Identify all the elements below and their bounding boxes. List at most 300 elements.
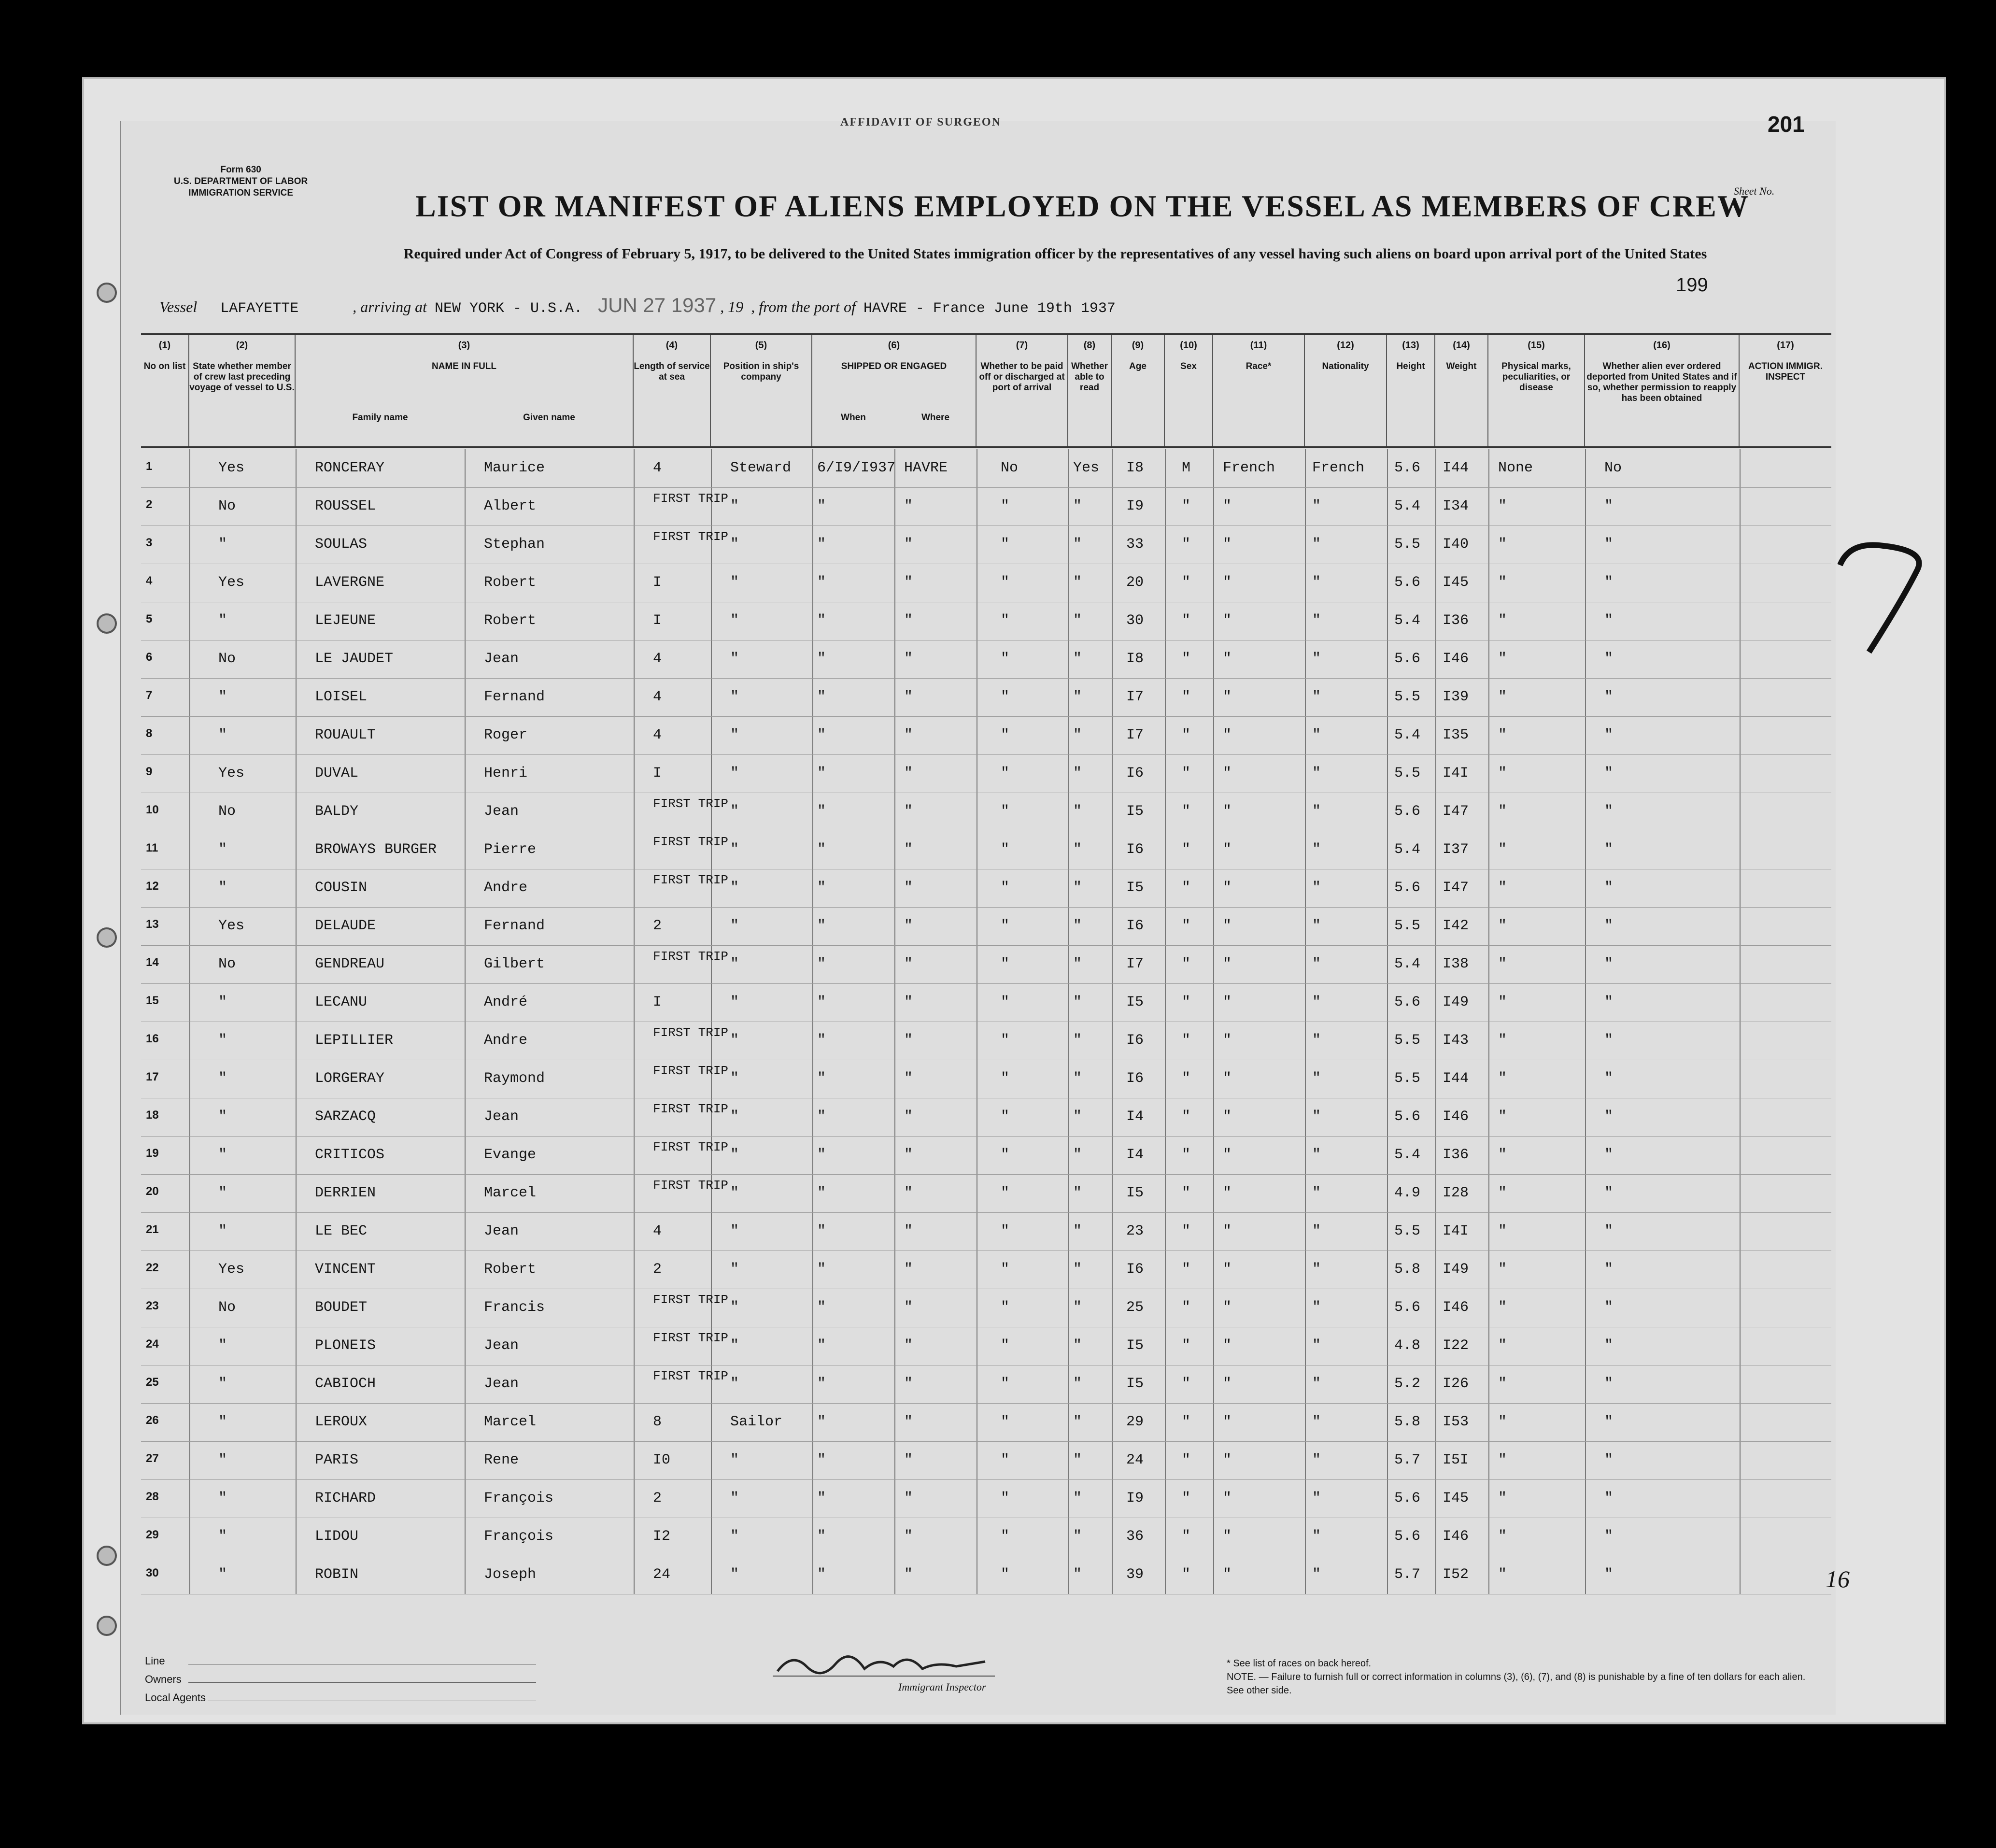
sheet-number-label: Sheet No. xyxy=(1734,185,1775,197)
cell-physical-marks: " xyxy=(1498,536,1507,553)
col-header-name: (3) NAME IN FULL Family name Given name xyxy=(296,335,634,446)
cell-sex: " xyxy=(1182,574,1191,591)
cell-shipped-where: " xyxy=(904,994,913,1010)
cell-length-of-service: 4 xyxy=(653,1223,662,1239)
cell-weight: I36 xyxy=(1443,1147,1469,1163)
cell-row-number: 27 xyxy=(146,1452,159,1465)
cell-family-name: BALDY xyxy=(315,803,359,820)
table-row xyxy=(141,1022,1831,1060)
cell-height: 5.4 xyxy=(1394,727,1421,743)
cell-row-number: 2 xyxy=(146,498,153,511)
cell-shipped-when: " xyxy=(817,1223,826,1239)
cell-nationality: " xyxy=(1312,1032,1321,1049)
local-agents-label: Local Agents xyxy=(145,1692,206,1704)
cell-nationality: " xyxy=(1312,1223,1321,1239)
cell-shipped-where: " xyxy=(904,1376,913,1392)
cell-physical-marks: " xyxy=(1498,1109,1507,1125)
cell-given-name: Jean xyxy=(484,1109,519,1125)
cell-shipped-where: " xyxy=(904,1414,913,1430)
cell-row-number: 4 xyxy=(146,574,153,587)
cell-race: " xyxy=(1223,880,1232,896)
cell-age: 33 xyxy=(1126,536,1144,553)
cell-race: " xyxy=(1223,841,1232,858)
cell-sex: " xyxy=(1182,803,1191,820)
cell-race: " xyxy=(1223,1185,1232,1201)
cell-shipped-when: " xyxy=(817,612,826,629)
cell-given-name: Jean xyxy=(484,1223,519,1239)
table-row xyxy=(141,907,1831,946)
cell-family-name: ROBIN xyxy=(315,1566,359,1583)
cell-prev-voyage: " xyxy=(218,536,227,553)
cell-physical-marks: " xyxy=(1498,803,1507,820)
cell-physical-marks: " xyxy=(1498,1337,1507,1354)
col-header-given-name: Given name xyxy=(523,412,575,423)
cell-row-number: 3 xyxy=(146,536,153,549)
table-row xyxy=(141,1556,1831,1594)
cell-row-number: 6 xyxy=(146,651,153,664)
cell-family-name: SARZACQ xyxy=(315,1109,376,1125)
cell-shipped-where: " xyxy=(904,1261,913,1278)
cell-able-to-read: " xyxy=(1073,1414,1082,1430)
cell-row-number: 5 xyxy=(146,612,153,625)
cell-age: I7 xyxy=(1126,689,1144,705)
col-header-read: (8) Whether able to read xyxy=(1068,335,1112,446)
cell-given-name: Fernand xyxy=(484,918,545,934)
cell-shipped-when: " xyxy=(817,727,826,743)
table-row xyxy=(141,1365,1831,1404)
col-header-age: (9) Age xyxy=(1112,335,1165,446)
cell-deported: " xyxy=(1604,1109,1614,1125)
cell-family-name: RICHARD xyxy=(315,1490,376,1507)
cell-sex: " xyxy=(1182,498,1191,514)
cell-shipped-when: " xyxy=(817,1032,826,1049)
cell-weight: I39 xyxy=(1443,689,1469,705)
cell-sex: " xyxy=(1182,1337,1191,1354)
cell-sex: " xyxy=(1182,1185,1191,1201)
cell-given-name: Robert xyxy=(484,574,537,591)
cell-height: 5.6 xyxy=(1394,994,1421,1010)
cell-length-of-service: 4 xyxy=(653,689,662,705)
cell-given-name: Henri xyxy=(484,765,528,782)
cell-position: " xyxy=(730,1337,739,1354)
report-number: 199 xyxy=(1676,274,1708,296)
cell-sex: " xyxy=(1182,1376,1191,1392)
cell-row-number: 24 xyxy=(146,1337,159,1350)
cell-sex: " xyxy=(1182,1109,1191,1125)
cell-position: " xyxy=(730,956,739,972)
page-number: 201 xyxy=(1768,112,1805,137)
cell-shipped-where: " xyxy=(904,536,913,553)
cell-race: " xyxy=(1223,1261,1232,1278)
cell-position: " xyxy=(730,498,739,514)
cell-nationality: " xyxy=(1312,498,1321,514)
cell-deported: No xyxy=(1604,460,1622,476)
cell-weight: I46 xyxy=(1443,651,1469,667)
cell-able-to-read: " xyxy=(1073,1528,1082,1545)
cell-nationality: " xyxy=(1312,765,1321,782)
cell-deported: " xyxy=(1604,880,1614,896)
cell-race: " xyxy=(1223,1070,1232,1087)
cell-able-to-read: " xyxy=(1073,1185,1082,1201)
cell-able-to-read: " xyxy=(1073,536,1082,553)
cell-physical-marks: " xyxy=(1498,1566,1507,1583)
cell-position: " xyxy=(730,574,739,591)
cell-race: " xyxy=(1223,1147,1232,1163)
cell-sex: " xyxy=(1182,689,1191,705)
cell-age: I6 xyxy=(1126,841,1144,858)
cell-age: 36 xyxy=(1126,1528,1144,1545)
cell-paid-off: " xyxy=(1001,1452,1010,1468)
cell-height: 4.8 xyxy=(1394,1337,1421,1354)
cell-race: " xyxy=(1223,1299,1232,1316)
col-header-weight: (14) Weight xyxy=(1435,335,1488,446)
table-row xyxy=(141,983,1831,1022)
cell-physical-marks: " xyxy=(1498,1185,1507,1201)
cell-shipped-where: " xyxy=(904,765,913,782)
cell-position: " xyxy=(730,841,739,858)
cell-nationality: " xyxy=(1312,1566,1321,1583)
cell-length-of-service: FIRST TRIP xyxy=(653,1025,729,1040)
cell-age: 25 xyxy=(1126,1299,1144,1316)
cell-able-to-read: " xyxy=(1073,841,1082,858)
table-row xyxy=(141,1060,1831,1098)
cell-race: " xyxy=(1223,1032,1232,1049)
cell-physical-marks: " xyxy=(1498,956,1507,972)
table-row xyxy=(141,869,1831,908)
cell-position: " xyxy=(730,765,739,782)
punch-hole xyxy=(97,1546,117,1566)
cell-family-name: DERRIEN xyxy=(315,1185,376,1201)
cell-race: " xyxy=(1223,727,1232,743)
cell-race: " xyxy=(1223,1452,1232,1468)
cell-prev-voyage: No xyxy=(218,498,236,514)
cell-length-of-service: I0 xyxy=(653,1452,671,1468)
cell-paid-off: " xyxy=(1001,727,1010,743)
table-row xyxy=(141,564,1831,602)
cell-shipped-where: " xyxy=(904,1490,913,1507)
cell-given-name: Francis xyxy=(484,1299,545,1316)
cell-length-of-service: I xyxy=(653,765,662,782)
cell-family-name: BOUDET xyxy=(315,1299,368,1316)
cell-nationality: " xyxy=(1312,1070,1321,1087)
cell-shipped-when: " xyxy=(817,1414,826,1430)
cell-position: " xyxy=(730,1261,739,1278)
cell-weight: I52 xyxy=(1443,1566,1469,1583)
cell-weight: I49 xyxy=(1443,1261,1469,1278)
cell-physical-marks: " xyxy=(1498,651,1507,667)
cell-position: " xyxy=(730,918,739,934)
cell-height: 4.9 xyxy=(1394,1185,1421,1201)
punch-hole xyxy=(97,1616,117,1636)
table-row xyxy=(141,1136,1831,1175)
cell-position: " xyxy=(730,1452,739,1468)
cell-weight: I44 xyxy=(1443,460,1469,476)
cell-weight: I37 xyxy=(1443,841,1469,858)
cell-race: " xyxy=(1223,918,1232,934)
cell-shipped-when: " xyxy=(817,994,826,1010)
cell-able-to-read: " xyxy=(1073,498,1082,514)
cell-age: I4 xyxy=(1126,1147,1144,1163)
cell-physical-marks: None xyxy=(1498,460,1533,476)
cell-able-to-read: " xyxy=(1073,574,1082,591)
cell-height: 5.7 xyxy=(1394,1452,1421,1468)
cell-deported: " xyxy=(1604,994,1614,1010)
cell-age: I6 xyxy=(1126,1032,1144,1049)
cell-height: 5.6 xyxy=(1394,574,1421,591)
cell-weight: I43 xyxy=(1443,1032,1469,1049)
cell-paid-off: " xyxy=(1001,1032,1010,1049)
cell-physical-marks: " xyxy=(1498,1299,1507,1316)
cell-given-name: Maurice xyxy=(484,460,545,476)
cell-given-name: Andre xyxy=(484,1032,528,1049)
cell-age: I5 xyxy=(1126,880,1144,896)
cell-length-of-service: FIRST TRIP xyxy=(653,873,729,887)
cell-family-name: ROUAULT xyxy=(315,727,376,743)
cell-age: I7 xyxy=(1126,956,1144,972)
cell-shipped-where: HAVRE xyxy=(904,460,948,476)
cell-length-of-service: I2 xyxy=(653,1528,671,1545)
cell-prev-voyage: No xyxy=(218,651,236,667)
cell-sex: " xyxy=(1182,956,1191,972)
cell-sex: " xyxy=(1182,1299,1191,1316)
cell-family-name: SOULAS xyxy=(315,536,368,553)
col-header-race: (11) Race* xyxy=(1213,335,1305,446)
cell-length-of-service: FIRST TRIP xyxy=(653,1331,729,1345)
cell-shipped-where: " xyxy=(904,1185,913,1201)
cell-physical-marks: " xyxy=(1498,727,1507,743)
vessel-name: LAFAYETTE xyxy=(220,300,299,317)
cell-nationality: " xyxy=(1312,689,1321,705)
table-row xyxy=(141,1479,1831,1518)
cell-deported: " xyxy=(1604,1414,1614,1430)
cell-nationality: " xyxy=(1312,727,1321,743)
table-row xyxy=(141,1327,1831,1365)
surgeon-header: AFFIDAVIT OF SURGEON xyxy=(840,116,1001,128)
cell-nationality: " xyxy=(1312,612,1321,629)
cell-given-name: Pierre xyxy=(484,841,537,858)
cell-able-to-read: " xyxy=(1073,880,1082,896)
cell-age: I5 xyxy=(1126,1337,1144,1354)
cell-shipped-when: " xyxy=(817,765,826,782)
cell-height: 5.4 xyxy=(1394,612,1421,629)
arrival-port: NEW YORK - U.S.A. xyxy=(435,300,583,317)
cell-shipped-when: " xyxy=(817,1376,826,1392)
cell-row-number: 17 xyxy=(146,1070,159,1083)
cell-shipped-when: " xyxy=(817,689,826,705)
cell-age: 20 xyxy=(1126,574,1144,591)
cell-deported: " xyxy=(1604,612,1614,629)
cell-weight: I28 xyxy=(1443,1185,1469,1201)
cell-given-name: Evange xyxy=(484,1147,537,1163)
cell-shipped-where: " xyxy=(904,1032,913,1049)
cell-family-name: RONCERAY xyxy=(315,460,385,476)
margin-total: 16 xyxy=(1826,1565,1850,1592)
cell-position: " xyxy=(730,1185,739,1201)
cell-prev-voyage: " xyxy=(218,880,227,896)
cell-prev-voyage: Yes xyxy=(218,460,245,476)
cell-length-of-service: 2 xyxy=(653,1490,662,1507)
cell-able-to-read: " xyxy=(1073,918,1082,934)
cell-height: 5.6 xyxy=(1394,1299,1421,1316)
punch-hole xyxy=(97,613,117,634)
cell-sex: " xyxy=(1182,1223,1191,1239)
cell-paid-off: " xyxy=(1001,689,1010,705)
cell-able-to-read: " xyxy=(1073,1070,1082,1087)
cell-shipped-when: " xyxy=(817,1299,826,1316)
cell-height: 5.6 xyxy=(1394,651,1421,667)
cell-length-of-service: 2 xyxy=(653,918,662,934)
cell-nationality: " xyxy=(1312,918,1321,934)
page-subtitle: Required under Act of Congress of February 5, 1917, to be delivered to the United States immigration officer by the representatives of any vessel having such aliens on board upon arrival port of the United States xyxy=(403,246,1707,262)
cell-position: " xyxy=(730,1566,739,1583)
cell-given-name: Raymond xyxy=(484,1070,545,1087)
cell-sex: " xyxy=(1182,1490,1191,1507)
cell-sex: " xyxy=(1182,1414,1191,1430)
cell-position: " xyxy=(730,612,739,629)
cell-shipped-where: " xyxy=(904,1223,913,1239)
cell-shipped-where: " xyxy=(904,689,913,705)
cell-prev-voyage: Yes xyxy=(218,765,245,782)
cell-shipped-when: " xyxy=(817,803,826,820)
cell-deported: " xyxy=(1604,1490,1614,1507)
owners-label: Owners xyxy=(145,1673,182,1685)
col-header-prev-voyage: (2) State whether member of crew last preceding voyage of vessel to U.S. xyxy=(189,335,296,446)
cell-position: " xyxy=(730,803,739,820)
cell-race: " xyxy=(1223,1414,1232,1430)
cell-shipped-when: " xyxy=(817,1566,826,1583)
table-row xyxy=(141,1518,1831,1556)
cell-nationality: " xyxy=(1312,956,1321,972)
cell-able-to-read: " xyxy=(1073,765,1082,782)
cell-given-name: François xyxy=(484,1490,554,1507)
cell-age: 24 xyxy=(1126,1452,1144,1468)
from-label: , from the port of xyxy=(751,298,856,315)
cell-position: Steward xyxy=(730,460,792,476)
cell-age: 39 xyxy=(1126,1566,1144,1583)
cell-weight: I38 xyxy=(1443,956,1469,972)
col-header-deported: (16) Whether alien ever ordered deported from United States and if so, whether permission to reapply has been obtained xyxy=(1585,335,1740,446)
cell-shipped-where: " xyxy=(904,1109,913,1125)
cell-race: French xyxy=(1223,460,1275,476)
cell-shipped-where: " xyxy=(904,612,913,629)
cell-position: " xyxy=(730,689,739,705)
cell-prev-voyage: " xyxy=(218,689,227,705)
cell-paid-off: " xyxy=(1001,765,1010,782)
col-header-shipped: (6) SHIPPED OR ENGAGED When Where xyxy=(812,335,977,446)
cell-shipped-when: " xyxy=(817,536,826,553)
cell-able-to-read: " xyxy=(1073,1299,1082,1316)
cell-shipped-where: " xyxy=(904,727,913,743)
cell-position: " xyxy=(730,1299,739,1316)
cell-nationality: " xyxy=(1312,1376,1321,1392)
cell-given-name: Jean xyxy=(484,803,519,820)
table-row xyxy=(141,1251,1831,1289)
cell-family-name: COUSIN xyxy=(315,880,368,896)
cell-prev-voyage: " xyxy=(218,1414,227,1430)
cell-physical-marks: " xyxy=(1498,612,1507,629)
cell-shipped-where: " xyxy=(904,498,913,514)
cell-shipped-where: " xyxy=(904,1070,913,1087)
cell-paid-off: " xyxy=(1001,1337,1010,1354)
cell-height: 5.4 xyxy=(1394,841,1421,858)
cell-prev-voyage: " xyxy=(218,1147,227,1163)
cell-sex: M xyxy=(1182,460,1191,476)
cell-able-to-read: " xyxy=(1073,1223,1082,1239)
col-header-position: (5) Position in ship's company xyxy=(711,335,812,446)
cell-shipped-where: " xyxy=(904,956,913,972)
cell-length-of-service: 8 xyxy=(653,1414,662,1430)
cell-deported: " xyxy=(1604,498,1614,514)
cell-family-name: LIDOU xyxy=(315,1528,359,1545)
cell-family-name: GENDREAU xyxy=(315,956,385,972)
cell-given-name: François xyxy=(484,1528,554,1545)
cell-row-number: 15 xyxy=(146,994,159,1007)
cell-family-name: BROWAYS BURGER xyxy=(315,841,437,858)
cell-prev-voyage: Yes xyxy=(218,574,245,591)
cell-physical-marks: " xyxy=(1498,1376,1507,1392)
cell-age: I5 xyxy=(1126,994,1144,1010)
cell-deported: " xyxy=(1604,1070,1614,1087)
cell-paid-off: " xyxy=(1001,1490,1010,1507)
cell-family-name: CRITICOS xyxy=(315,1147,385,1163)
cell-height: 5.6 xyxy=(1394,460,1421,476)
cell-age: I6 xyxy=(1126,1070,1144,1087)
owners-field xyxy=(188,1682,536,1683)
form-id-line: IMMIGRATION SERVICE xyxy=(188,188,294,198)
cell-family-name: LAVERGNE xyxy=(315,574,385,591)
cell-prev-voyage: No xyxy=(218,1299,236,1316)
cell-deported: " xyxy=(1604,1376,1614,1392)
cell-race: " xyxy=(1223,765,1232,782)
cell-paid-off: " xyxy=(1001,956,1010,972)
cell-deported: " xyxy=(1604,1185,1614,1201)
cell-race: " xyxy=(1223,689,1232,705)
cell-paid-off: " xyxy=(1001,1566,1010,1583)
cell-paid-off: " xyxy=(1001,536,1010,553)
cell-nationality: " xyxy=(1312,994,1321,1010)
cell-nationality: " xyxy=(1312,1414,1321,1430)
cell-shipped-when: " xyxy=(817,1528,826,1545)
cell-position: " xyxy=(730,1528,739,1545)
cell-length-of-service: FIRST TRIP xyxy=(653,1140,729,1154)
cell-position: " xyxy=(730,1109,739,1125)
cell-shipped-when: " xyxy=(817,498,826,514)
cell-given-name: Albert xyxy=(484,498,537,514)
col-header-sex: (10) Sex xyxy=(1165,335,1213,446)
cell-sex: " xyxy=(1182,1070,1191,1087)
cell-height: 5.4 xyxy=(1394,1147,1421,1163)
cell-weight: I45 xyxy=(1443,574,1469,591)
cell-weight: I4I xyxy=(1443,1223,1469,1239)
table-row xyxy=(141,1098,1831,1137)
table-row xyxy=(141,1441,1831,1480)
table-row xyxy=(141,602,1831,640)
cell-paid-off: " xyxy=(1001,1528,1010,1545)
cell-physical-marks: " xyxy=(1498,1070,1507,1087)
cell-length-of-service: 24 xyxy=(653,1566,671,1583)
cell-height: 5.5 xyxy=(1394,1070,1421,1087)
cell-given-name: Fernand xyxy=(484,689,545,705)
cell-length-of-service: FIRST TRIP xyxy=(653,1178,729,1193)
cell-deported: " xyxy=(1604,1528,1614,1545)
cell-prev-voyage: Yes xyxy=(218,918,245,934)
cell-prev-voyage: " xyxy=(218,1032,227,1049)
col-header-family-name: Family name xyxy=(352,412,408,423)
cell-family-name: LEROUX xyxy=(315,1414,368,1430)
cell-race: " xyxy=(1223,994,1232,1010)
cell-family-name: PLONEIS xyxy=(315,1337,376,1354)
cell-row-number: 21 xyxy=(146,1223,159,1236)
